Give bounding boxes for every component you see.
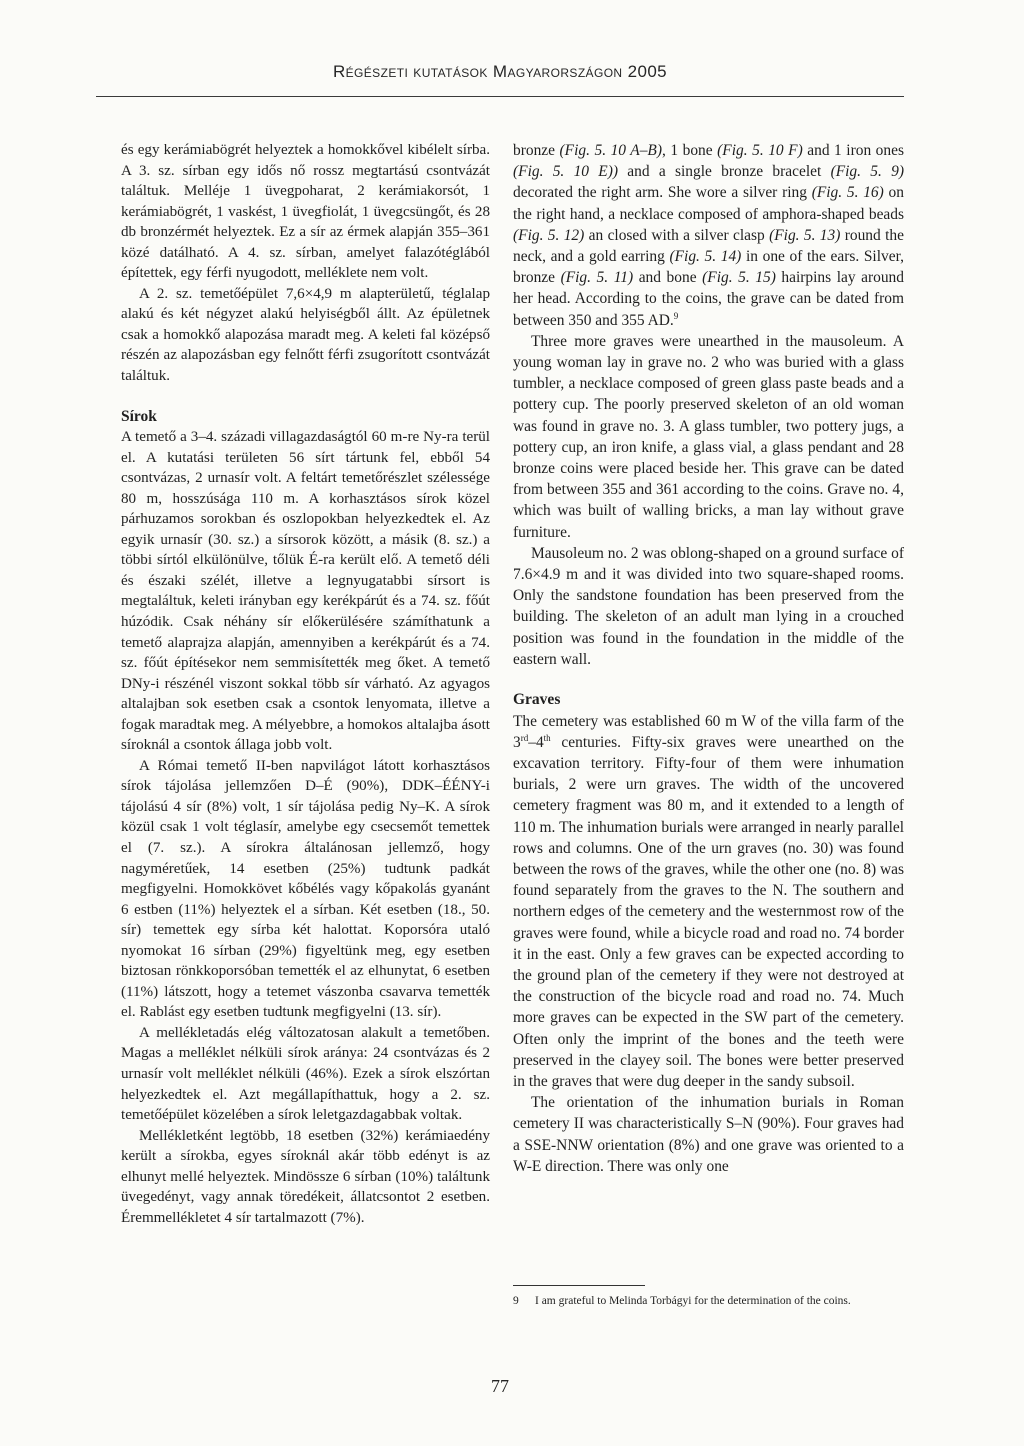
left-paragraph-3: A temető a 3–4. századi villagazdaságtól 60 m-re Ny-ra terül el. A kutatási területen 56 sírt tártunk fel, ebből 54 csontvázas, 2 urnasír volt. A feltárt temetőrészlet szélessége 80 m, hosszúsága 110 m. A korhasztásos sírok közel párhuzamos sorokban és oszlopokban helyezkedtek el. Az egyik urnasír (30. sz.) a sírsorok között, a másik (8. sz.) a többi sírtól elkülönülve, tőlük É-ra került elő. A temető déli és északi szélét, illetve a legnyugatabbi sírsort is megtaláltuk, keleti irányban egy kerékpárút és a 74. sz. főút húzódik. Csak néhány sír előkerülésére számíthatunk a temető alaprajza alapján, amennyiben a kerékpárút és a 74. sz. főút építésekor nem semmisítették meg őket. A temető DNy-i részénél viszont sokkal több sír várható. Az agyagos altalajban sok esetben csak a csontok lenyomata, illetve a fogak maradtak meg. A mélyebbre, a homokos altalajba ásott síroknál a csontok állaga jobb volt. (121, 429, 490, 754)
ordinal-suffix: rd (520, 732, 529, 743)
figure-ref: (Fig. 5. 10 A–B) (559, 142, 662, 159)
right-paragraph-1 (513, 140, 904, 331)
header-rule (96, 96, 904, 97)
text-run: and 1 iron ones (802, 142, 904, 159)
running-header-title: Régészeti kutatások Magyarországon 2005 (332, 62, 668, 81)
text-run: round the neck, and a gold earring (513, 226, 904, 266)
running-header (96, 62, 904, 82)
text-run: an closed with a silver clasp (584, 226, 770, 244)
text-run: on the right hand, a necklace composed of amphora-shaped beads (513, 184, 904, 223)
left-paragraph-6: Mellékletként legtöbb, 18 esetben (32%) kerámiaedény került a sírokba, egyes síroknál akár több edényt is az elhunyt mellé helyeztek. Mindössze 6 sírban (10%) találtunk üvegedényt, vagy annak töredékeit, állatcsontot 2 esetben. Éremmellékletet 4 sír tartalmazott (7%). (121, 1127, 490, 1226)
section-heading-sirok: Sírok (121, 407, 157, 425)
left-column (121, 140, 490, 1228)
figure-ref: (Fig. 5. 9) (830, 163, 904, 181)
footnote-9 (513, 1294, 904, 1310)
right-paragraph-5: The orientation of the inhumation burials in Roman cemetery II was characteristically S–N (90%). Four graves had a SSE-NNW orientation (8%) and one grave was oriented to a W-E direction. There was only one (513, 1094, 904, 1175)
text-run: in one of the ears. Silver, bronze (513, 248, 904, 287)
figure-ref: (Fig. 5. 12) (513, 226, 585, 244)
left-paragraph-2: A 2. sz. temetőépület 7,6×4,9 m alapterületű, téglalap alakú és két négyzet alakú helyiségből állt. Az épületnek csak a homokkő alapozása maradt meg. A keleti fal középső részén az alapozásban egy felnőtt férfi zsugorított csontvázát találtuk. (121, 285, 490, 385)
figure-ref: (Fig. 5. 13) (769, 226, 841, 244)
figure-ref: (Fig. 5. 10 E)) (513, 163, 619, 181)
footnote-number: 9 (513, 1295, 519, 1307)
text-run: hairpins lay around her head. According to the coins, the grave can be dated from between 350 and 355 AD. (513, 269, 904, 329)
page-number: 77 (491, 1376, 509, 1396)
footnote-area (513, 1285, 904, 1310)
text-run: –4 (528, 733, 544, 751)
left-paragraph-5: A mellékletadás elég változatosan alakult a temetőben. Magas a melléklet nélküli sírok aránya: 24 csontvázas és 2 urnasír volt melléklet nélküli (46%). Ezek a sírok elszórtan helyezkedtek el. Azt megállapíthattuk, hogy a 2. sz. temetőépület közelében a sírok leletgazdagabbak voltak. (121, 1024, 490, 1124)
figure-ref: (Fig. 5. 11) (560, 269, 634, 287)
figure-ref: (Fig. 5. 15) (702, 269, 776, 287)
section-heading-graves: Graves (513, 691, 561, 709)
figure-ref: (Fig. 5. 14) (669, 248, 742, 266)
right-paragraph-2: Three more graves were unearthed in the mausoleum. A young woman lay in grave no. 2 who was buried with a glass tumbler, a necklace composed of green glass paste beads and a pottery cup. The poorly preserved skeleton of an old woman was found in grave no. 3. A glass tumbler, two pottery jugs, a pottery cup, an iron knife, a glass vial, a glass pendant and 28 bronze coins were placed beside her. This grave can be dated from between 355 and 361 according to the coins. Grave no. 4, which was built of walling bricks, a man lay without grave furniture. (513, 332, 904, 541)
figure-ref: (Fig. 5. 16) (811, 184, 884, 202)
text-run: , 1 bone (661, 142, 718, 159)
right-paragraph-3: Mausoleum no. 2 was oblong-shaped on a ground surface of 7.6×4.9 m and it was divided into two square-shaped rooms. Only the sandstone foundation has been preserved from the building. The skeleton of an adult man lying in a crouched position was found in the foundation in the middle of the eastern wall. (513, 544, 904, 668)
right-column (513, 140, 904, 1177)
ordinal-suffix: th (543, 732, 551, 743)
footnote-rule (513, 1285, 645, 1286)
text-run: decorated the right arm. She wore a silver ring (513, 184, 812, 202)
right-paragraph-4 (513, 711, 904, 1093)
footnote-reference[interactable]: 9 (673, 310, 679, 321)
figure-ref: (Fig. 5. 10 F) (717, 142, 803, 159)
text-run: and bone (633, 269, 703, 287)
text-run: centuries. Fifty-six graves were unearthed on the excavation territory. Fifty-four of them were inhumation burials, 2 were urn graves. The width of the uncovered cemetery fragment was 80 m, and it extended to a length of 110 m. The inhumation burials were arranged in nearly parallel rows and columns. One of the urn graves (no. 30) was found between the rows of the graves, while the other one (no. 8) was found separately from the graves to the N. The southern and northern edges of the cemetery and the westernmost row of the graves were found, while a bicycle road and road no. 74 border it in the east. Only a few graves can be expected according to the ground plan of the cemetery if they were not destroyed at the construction of the bicycle road and road no. 74. Much more graves can be expected in the SW part of the cemetery. Often only the imprint of the bones and the teeth were preserved in the clayey soil. The bones were better preserved in the graves that were dug deeper in the sandy subsoil. (513, 733, 904, 1091)
text-run: The cemetery was established 60 m W of the villa farm of the 3 (513, 712, 904, 751)
text-run: bronze (513, 142, 560, 159)
left-paragraph-1: és egy kerámiabögrét helyeztek a homokkővel kibélelt sírba. A 3. sz. sírban egy idős nő rossz megtartású csontvázát találtuk. Melléje 1 üvegpoharat, 2 kerámiakorsót, 1 kerámiabögrét, 1 vaskést, 1 üvegfiolát, 1 üvegcsüngőt, és 28 db bronzérmét helyeztek. Ez a sír az érmek alapján 355–361 közé datálható. A 4. sz. sírban, amelyet falazótéglából építettek, egy férfi nyugodott, melléklete nem volt. (121, 142, 490, 282)
left-paragraph-4: A Római temető II-ben napvilágot látott korhasztásos sírok tájolása jellemzően D–É (90%), DDK–ÉÉNY-i tájolású 4 sír (8%) volt, 1 sír tájolása pedig Ny–K. A sírok közül csak 1 volt téglasír, amelybe egy csecsemőt temettek el (7. sz.). A sírokra általánosan jellemző, hogy nagyméretűek, 14 esetben (25%) tudtunk padkát megfigyelni. Homokkövet kőbélés vagy kőpakolás gyanánt 6 estben (11%) helyeztek el a sírban. Két esetben (18., 50. sír) temettek egy sírba két halottat. Koporsóra utaló nyomokat 16 sírban (29%) figyeltünk meg, egy esetben biztosan rönkkoporsóban temették el az elhunytat, 6 esetben (11%) látszott, hogy a tetemet vászonba csavarva temették el. Rablást egy esetben tudtunk megfigyelni (13. sír). (121, 757, 490, 1021)
footnote-text: I am grateful to Melinda Torbágyi for the determination of the coins. (535, 1295, 851, 1307)
text-run: and a single bronze bracelet (618, 163, 831, 181)
